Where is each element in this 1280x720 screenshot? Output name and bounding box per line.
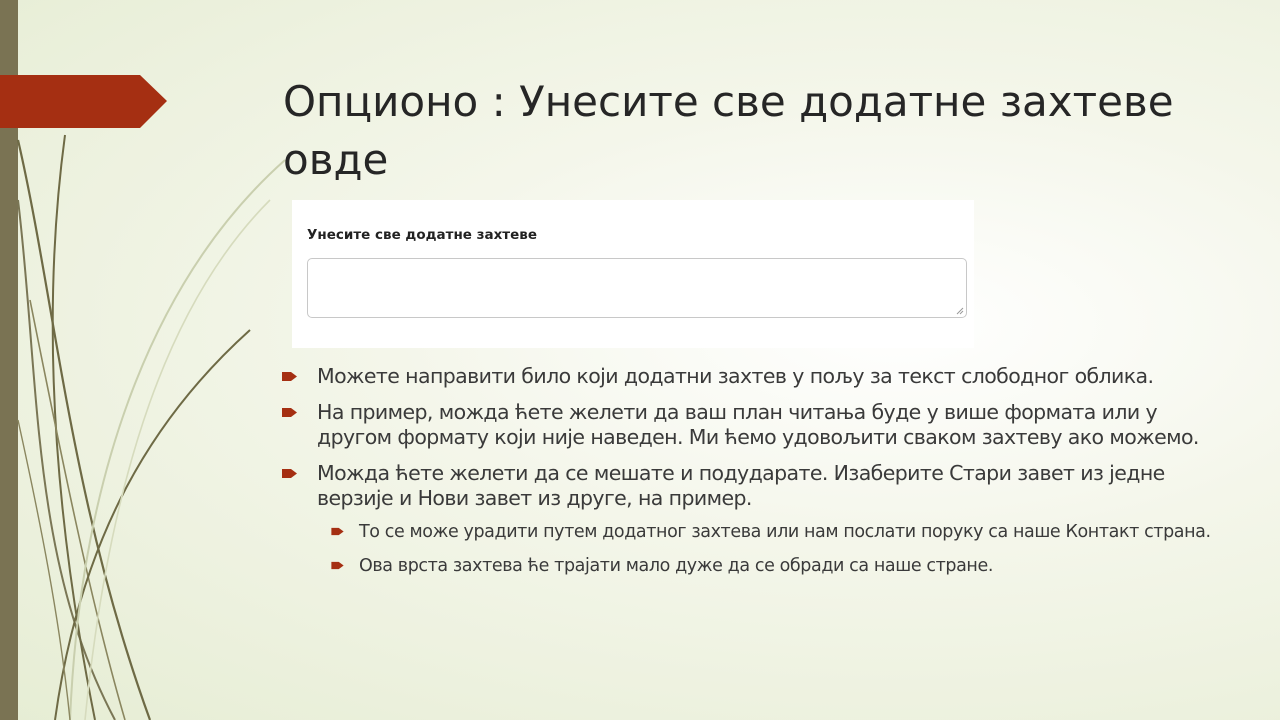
additional-requests-textarea[interactable] bbox=[307, 258, 967, 318]
bullet-list bbox=[282, 364, 1212, 590]
form-label: Унесите све додатне захтеве bbox=[307, 227, 537, 243]
sub-bullet-text: То се може урадити путем додатног захтева или нам послати поруку са наше Контакт страна. bbox=[359, 522, 1211, 542]
sub-bullet-item bbox=[282, 522, 1212, 543]
arrow-bullet-icon bbox=[331, 561, 344, 570]
resize-grip-icon[interactable] bbox=[956, 307, 964, 315]
arrow-bullet-icon bbox=[282, 371, 297, 382]
arrow-bullet-icon bbox=[282, 407, 297, 418]
form-screenshot bbox=[292, 200, 974, 348]
bullet-item bbox=[282, 461, 1212, 511]
slide-title: Опционо : Унесите све додатне захтеве овде bbox=[283, 77, 1174, 184]
sub-bullet-text: Ова врста захтева ће трајати мало дуже да се обради са наше стране. bbox=[359, 556, 993, 576]
bullet-text: Можда ћете желети да се мешате и подударате. Изаберите Стари завет из једне верзије и Нови завет из друге, на пример. bbox=[317, 461, 1165, 510]
red-arrow-banner bbox=[0, 0, 170, 130]
bullet-item bbox=[282, 400, 1212, 450]
bullet-item bbox=[282, 364, 1212, 389]
arrow-bullet-icon bbox=[331, 527, 344, 536]
arrow-bullet-icon bbox=[282, 468, 297, 479]
bullet-text: На пример, можда ћете желети да ваш план читања буде у више формата или у другом формату који није наведен. Ми ћемо удовољити сваком захтеву ако можемо. bbox=[317, 400, 1199, 449]
bullet-text: Можете направити било који додатни захтев у пољу за текст слободног облика. bbox=[317, 364, 1154, 388]
sub-bullet-item bbox=[282, 556, 1212, 577]
